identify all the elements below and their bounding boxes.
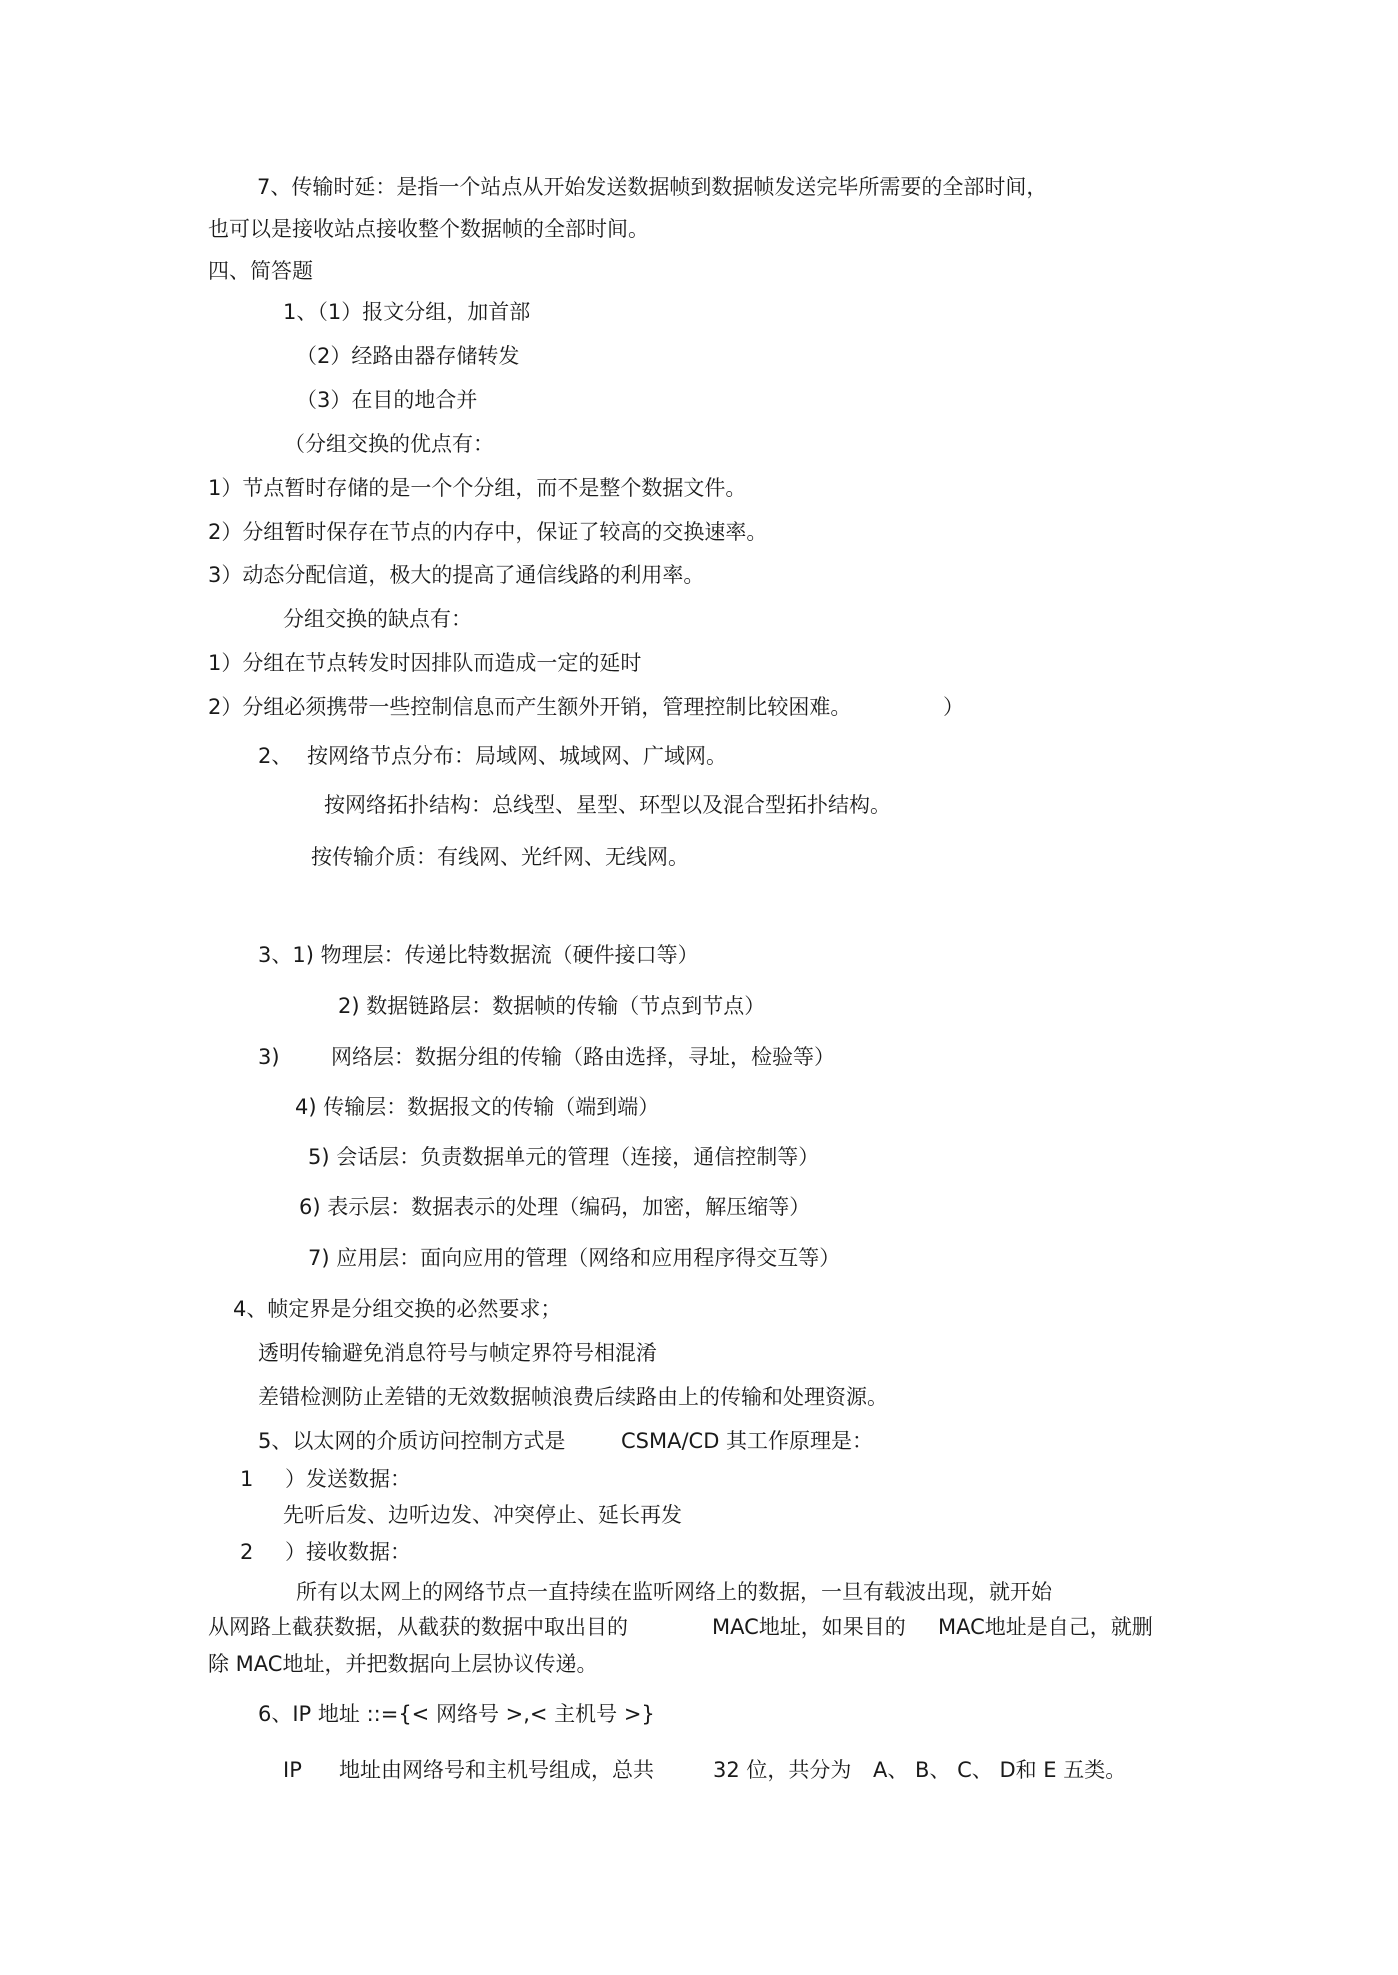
q3-layer6: 6) 表示层：数据表示的处理（编码，加密，解压缩等） — [299, 1195, 811, 1219]
q6-line2b: 地址由网络号和主机号组成，总共 — [339, 1758, 654, 1782]
q1-advantage-1: 1）节点暂时存储的是一个个分组，而不是整个数据文件。 — [208, 476, 747, 500]
q5-step1-number: 1 — [240, 1467, 254, 1491]
q5-line1a: 5、以太网的介质访问控制方式是 — [258, 1429, 566, 1453]
q1-advantages-title: （分组交换的优点有： — [284, 432, 494, 456]
q3-layer2: 2) 数据链路层：数据帧的传输（节点到节点） — [338, 994, 766, 1018]
q5-step1-body: 先听后发、边听边发、冲突停止、延长再发 — [283, 1503, 682, 1527]
q3-layer5: 5) 会话层：负责数据单元的管理（连接，通信控制等） — [308, 1145, 820, 1169]
q4-line3: 差错检测防止差错的无效数据帧浪费后续路由上的传输和处理资源。 — [258, 1385, 888, 1409]
q2-number: 2、 — [258, 744, 293, 768]
sec7-line1: 7、传输时延：是指一个站点从开始发送数据帧到数据帧发送完毕所需要的全部时间， — [257, 175, 1048, 199]
q3-layer3: 网络层：数据分组的传输（路由选择，寻址，检验等） — [331, 1045, 835, 1069]
q3-layer3-number: 3) — [258, 1045, 280, 1069]
q4-line1: 4、帧定界是分组交换的必然要求； — [233, 1297, 562, 1321]
q5-step1-title: ）发送数据： — [285, 1467, 411, 1491]
q3-layer4: 4) 传输层：数据报文的传输（端到端） — [295, 1095, 660, 1119]
q5-paragraph-line2c: MAC地址是自己，就删 — [938, 1615, 1153, 1639]
q3-layer1: 3、1) 物理层：传递比特数据流（硬件接口等） — [258, 943, 699, 967]
q1-disadvantage-2: 2）分组必须携带一些控制信息而产生额外开销，管理控制比较困难。 — [208, 695, 852, 719]
q5-step2-title: ）接收数据： — [285, 1540, 411, 1564]
section-heading: 四、简答题 — [208, 259, 313, 283]
q1-step3: （3）在目的地合并 — [296, 388, 478, 412]
q5-paragraph-line2a: 从网路上截获数据，从截获的数据中取出目的 — [208, 1615, 628, 1639]
q6-line2d: A、 B、 C、 D和 E 五类。 — [873, 1758, 1127, 1782]
q4-line2: 透明传输避免消息符号与帧定界符号相混淆 — [258, 1341, 657, 1365]
q5-paragraph-line3: 除 MAC地址，并把数据向上层协议传递。 — [208, 1652, 598, 1676]
q1-disadvantage-1: 1）分组在节点转发时因排队而造成一定的延时 — [208, 651, 642, 675]
q6-line1: 6、IP 地址 ::={< 网络号 >,< 主机号 >} — [258, 1702, 655, 1726]
q5-paragraph-line2b: MAC地址，如果目的 — [712, 1615, 906, 1639]
q5-step2-number: 2 — [240, 1540, 254, 1564]
q2-line1: 按网络节点分布：局域网、城域网、广域网。 — [307, 744, 727, 768]
q5-paragraph-line1: 所有以太网上的网络节点一直持续在监听网络上的数据，一旦有载波出现，就开始 — [296, 1580, 1052, 1604]
q1-advantage-3: 3）动态分配信道，极大的提高了通信线路的利用率。 — [208, 563, 705, 587]
q1-advantage-2: 2）分组暂时保存在节点的内存中，保证了较高的交换速率。 — [208, 520, 768, 544]
q1-step2: （2）经路由器存储转发 — [296, 344, 520, 368]
q6-line2a: IP — [283, 1758, 302, 1782]
q1-step1: 1、（1）报文分组，加首部 — [283, 300, 531, 324]
q1-disadvantages-title: 分组交换的缺点有： — [283, 607, 472, 631]
q3-layer7: 7) 应用层：面向应用的管理（网络和应用程序得交互等） — [308, 1246, 841, 1270]
q2-line2: 按网络拓扑结构：总线型、星型、环型以及混合型拓扑结构。 — [324, 793, 891, 817]
q2-line3: 按传输介质：有线网、光纤网、无线网。 — [311, 845, 689, 869]
q1-close-paren: ） — [943, 695, 964, 719]
q5-line1b: CSMA/CD 其工作原理是： — [621, 1429, 874, 1453]
sec7-line2: 也可以是接收站点接收整个数据帧的全部时间。 — [208, 217, 649, 241]
q6-line2c: 32 位，共分为 — [713, 1758, 852, 1782]
